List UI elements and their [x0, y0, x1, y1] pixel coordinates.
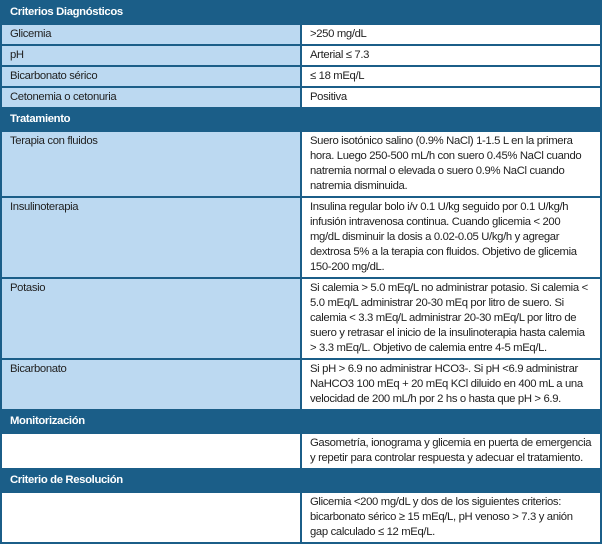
row-label: Terapia con fluidos [2, 132, 300, 196]
section-header [2, 2, 600, 23]
table-row [2, 360, 600, 409]
row-label: Glicemia [2, 25, 300, 44]
table-row [2, 67, 600, 86]
section-title-resolucion: Criterio de Resolución [2, 470, 600, 491]
row-label: Cetonemia o cetonuria [2, 88, 300, 107]
table-row [2, 198, 600, 277]
row-value: ≤ 18 mEq/L [302, 67, 600, 86]
row-value: Suero isotónico salino (0.9% NaCl) 1-1.5 L en la primera hora. Luego 250-500 mL/h con suero 0.45% NaCl cuando natremia normal o elevada o suero 0.9% NaCl cuando natremia disminuida. [302, 132, 600, 196]
row-value: Si calemia > 5.0 mEq/L no administrar potasio. Si calemia < 5.0 mEq/L administrar 20-30 mEq por litro de suero. Si calemia < 3.3 mEq/L administrar 20-30 mEq/L por litro de suero y retrasar el inicio de la insulinoterapia hasta calemia > 3.3 mEq/L. Objetivo de calemia entre 4-5 mEq/L. [302, 279, 600, 358]
row-value: Si pH > 6.9 no administrar HCO3-. Si pH <6.9 administrar NaHCO3 100 mEq + 20 mEq KCl diluido en 400 mL a una velocidad de 200 mL/h por 2 hs o hasta que pH > 6.9. [302, 360, 600, 409]
row-label: pH [2, 46, 300, 65]
table-row [2, 434, 600, 468]
section-title-tratamiento: Tratamiento [2, 109, 600, 130]
row-label [2, 493, 300, 542]
section-header [2, 470, 600, 491]
row-value: Arterial ≤ 7.3 [302, 46, 600, 65]
row-label [2, 434, 300, 468]
section-header [2, 109, 600, 130]
row-value: Glicemia <200 mg/dL y dos de los siguientes criterios: bicarbonato sérico ≥ 15 mEq/L, pH venoso > 7.3 y anión gap calculado ≤ 12 mEq/L. [302, 493, 600, 542]
row-value: >250 mg/dL [302, 25, 600, 44]
section-title-criterios: Criterios Diagnósticos [2, 2, 600, 23]
row-label: Potasio [2, 279, 300, 358]
table-row [2, 25, 600, 44]
table-row [2, 46, 600, 65]
section-header [2, 411, 600, 432]
section-title-monitorizacion: Monitorización [2, 411, 600, 432]
table-row [2, 132, 600, 196]
row-label: Bicarbonato sérico [2, 67, 300, 86]
row-label: Bicarbonato [2, 360, 300, 409]
row-label: Insulinoterapia [2, 198, 300, 277]
table-row [2, 493, 600, 542]
table-row [2, 279, 600, 358]
row-value: Positiva [302, 88, 600, 107]
row-value: Insulina regular bolo i/v 0.1 U/kg seguido por 0.1 U/kg/h infusión intravenosa continua. Cuando glicemia < 200 mg/dL disminuir la dosis a 0.02-0.05 U/kg/h y agregar dextrosa 5% a la terapia con fluidos. Objetivo de glicemia 150-200 mg/dL. [302, 198, 600, 277]
row-value: Gasometría, ionograma y glicemia en puerta de emergencia y repetir para controlar respuesta y adecuar el tratamiento. [302, 434, 600, 468]
table-row [2, 88, 600, 107]
